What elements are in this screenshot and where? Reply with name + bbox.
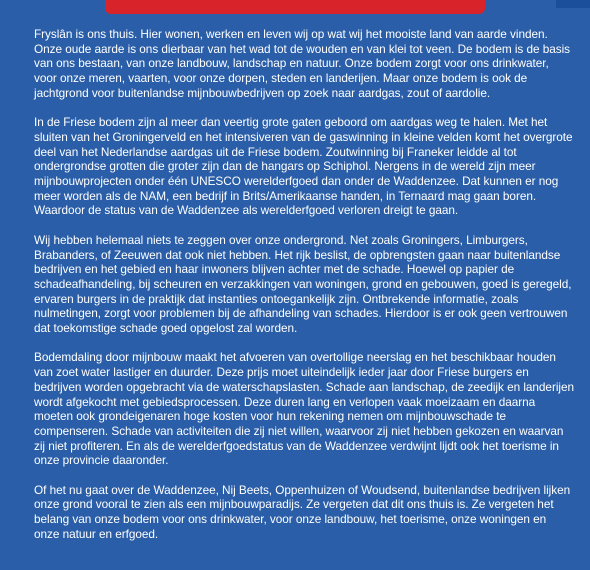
paragraph-4: Bodemdaling door mijnbouw maakt het afvoeren van overtollige neerslag en het beschikbaar houden van zoet water lastiger en duurder. Deze prijs moet uiteindelijk ieder jaar door Friese burgers en bedrijven worden opgebracht via de waterschapslasten. Schade aan landschap, de zeedijk en landerijen wordt afgekocht met gebiedsprocessen. Deze duren lang en verlopen vaak moeizaam en daarna moeten ook grondeigenaren hoge kosten voor hun rekening nemen om mijnbouwschade te compenseren. Schade van activiteiten die zij niet willen, waarvoor zij niet hebben gekozen en waarvan zij niet profiteren. En als de werelderfgoedstatus van de Waddenzee verdwijnt lijdt ook het toerisme in onze provincie daaronder.: [34, 350, 574, 468]
paragraph-3: Wij hebben helemaal niets te zeggen over onze ondergrond. Net zoals Groningers, Limburgers, Brabanders, of Zeeuwen dat ook niet hebben. Het rijk beslist, de opbrengsten gaan naar buitenlandse bedrijven en het gebied en haar inwoners blijven achter met de schade. Hoewel op papier de schadeafhandeling, bij scheuren en verzakkingen van woningen, grond en gebouwen, goed is geregeld, ervaren burgers in de praktijk dat instanties ontoegankelijk zijn. Ontbrekende informatie, zoals nulmetingen, zorgt voor problemen bij de afhandeling van schades. Hierdoor is er ook geen vertrouwen dat toekomstige schade goed opgelost zal worden.: [34, 232, 572, 336]
red-title-banner: [105, 0, 485, 14]
corner-strip: [556, 0, 590, 8]
article-body: [34, 27, 574, 556]
paragraph-1: Fryslân is ons thuis. Hier wonen, werken en leven wij op wat wij het mooiste land van aarde vinden. Onze oude aarde is ons dierbaar van het wad tot de wouden en van klei tot veen. De bodem is de basis van ons bestaan, van onze landbouw, landschap en natuur. Onze bodem zorgt voor ons drinkwater, voor onze meren, vaarten, voor onze dorpen, steden en landerijen. Maar onze bodem is ook de jachtgrond voor buitenlandse mijnbouwbedrijven op zoek naar aardgas, zout of aardolie.: [34, 27, 571, 100]
top-banner: [0, 0, 590, 26]
paragraph-5: Of het nu gaat over de Waddenzee, Nij Beets, Oppenhuizen of Woudsend, buitenlandse bedrijven lijken onze grond vooral te zien als een mijnbouwparadijs. Ze vergeten dat dit ons thuis is. Ze vergeten het belang van onze bodem voor ons drinkwater, voor onze landbouw, het toerisme, onze woningen en onze natuur en erfgoed.: [34, 482, 571, 541]
paragraph-2: In de Friese bodem zijn al meer dan veertig grote gaten geboord om aardgas weg te halen. Met het sluiten van het Groningerveld en het intensiveren van de gaswinning in kleine velden komt het overgrote deel van het Nederlandse aardgas uit de Friese bodem. Zoutwinning bij Franeker leidde al tot ondergrondse grotten die groter zijn dan de hangars op Schiphol. Nergens in de wereld zijn meer mijnbouwprojecten onder één UNESCO werelderfgoed dan onder de Waddenzee. Dat kunnen er nog meer worden als de NAM, een bedrijf in Brits/Amerikaanse handen, in Ternaard mag gaan boren. Waardoor de status van de Waddenzee als werelderfgoed verloren dreigt te gaan.: [34, 115, 573, 218]
